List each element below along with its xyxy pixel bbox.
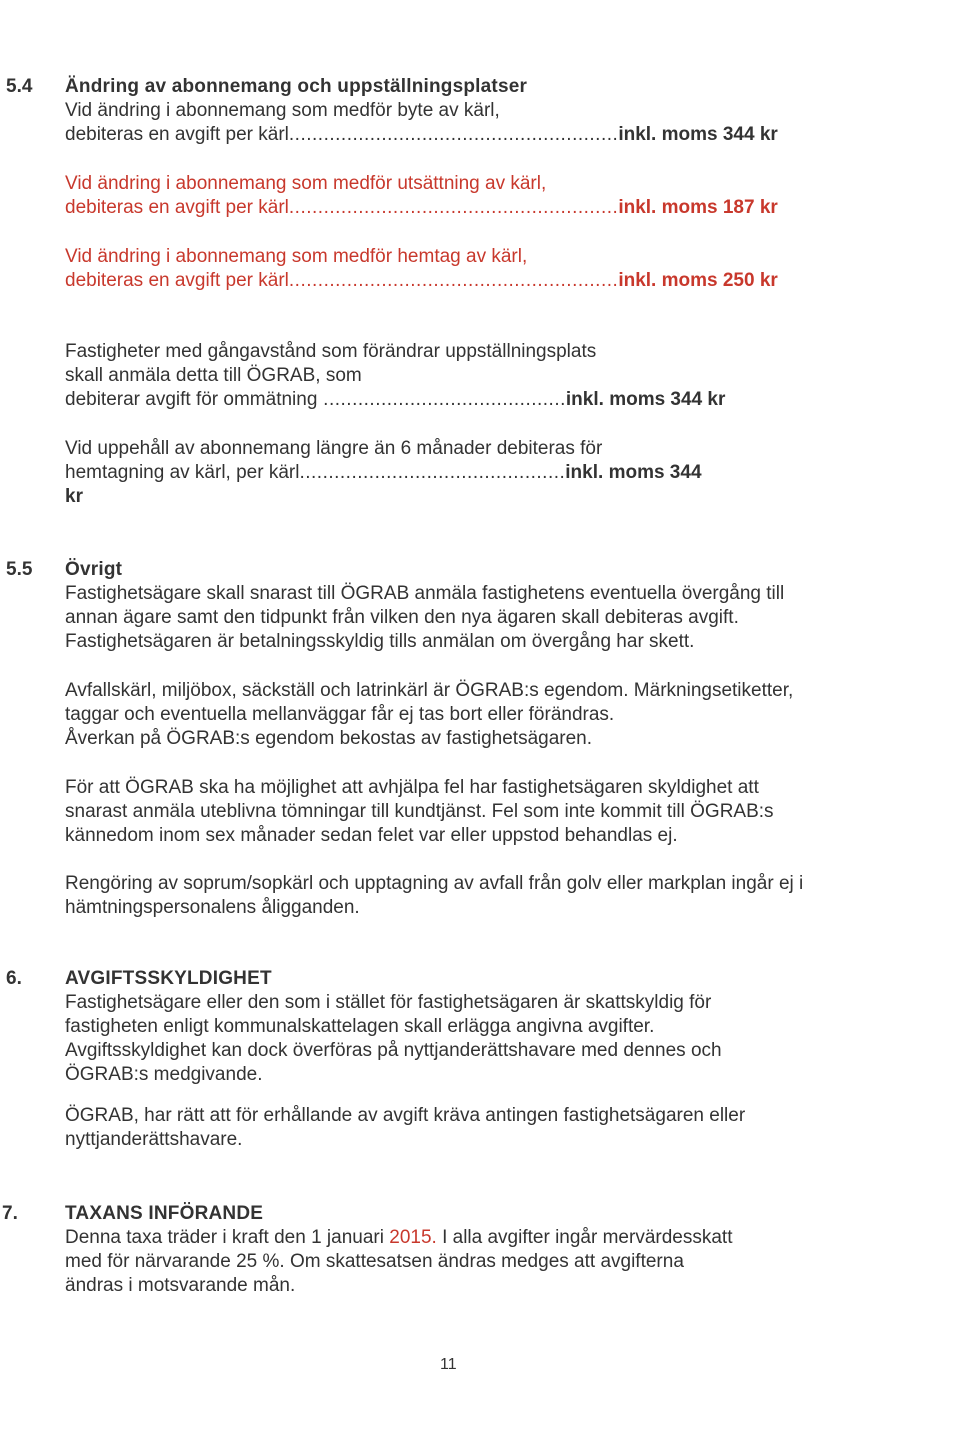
price-value: inkl. moms 250 kr: [618, 270, 778, 291]
price-line: [65, 196, 778, 220]
price-unit: kr: [65, 486, 83, 507]
section-title-7: TAXANS INFÖRANDE: [65, 1203, 264, 1224]
paragraph-line: Fastighetsägare eller den som i stället för fastighetsägaren är skattskyldig för: [65, 992, 712, 1013]
price-line: [65, 461, 702, 485]
dot-leader: .........................................................: [288, 124, 619, 145]
paragraph-line: Vid ändring i abonnemang som medför hemtag av kärl,: [65, 246, 528, 267]
price-value: inkl. moms 187 kr: [618, 197, 778, 218]
paragraph-line: taggar och eventuella mellanväggar får ej tas bort eller förändras.: [65, 704, 615, 725]
paragraph-line: Avfallskärl, miljöbox, säckställ och latrinkärl är ÖGRAB:s egendom. Märkningsetiketter,: [65, 680, 794, 701]
paragraph-line: Avgiftsskyldighet kan dock överföras på nyttjanderättshavare med dennes och: [65, 1040, 722, 1061]
paragraph-line: Vid uppehåll av abonnemang längre än 6 månader debiteras för: [65, 438, 603, 459]
dot-leader: .........................................................: [288, 270, 619, 291]
price-value: inkl. moms 344 kr: [565, 389, 726, 410]
price-value: inkl. moms 344 kr: [618, 124, 778, 145]
price-label: debiteras en avgift per kärl: [65, 124, 289, 145]
year-highlight: 2015.: [389, 1227, 437, 1248]
text-segment: Denna taxa träder i kraft den 1 januari: [65, 1227, 390, 1248]
paragraph-line: kännedom inom sex månader sedan felet var eller uppstod behandlas ej.: [65, 825, 678, 846]
paragraph-line: ÖGRAB:s medgivande.: [65, 1064, 263, 1085]
section-title-6: AVGIFTSSKYLDIGHET: [65, 968, 272, 989]
price-line: [65, 123, 778, 147]
paragraph-line: annan ägare samt den tidpunkt från vilken den nya ägaren skall debiteras avgift.: [65, 607, 739, 628]
section-number-6: 6.: [6, 968, 22, 989]
paragraph-line: med för närvarande 25 %. Om skattesatsen ändras medges att avgifterna: [65, 1251, 684, 1272]
dot-leader: .........................................................: [288, 197, 619, 218]
section-title-5-5: Övrigt: [65, 559, 123, 580]
paragraph-line: Åverkan på ÖGRAB:s egendom bekostas av fastighetsägaren.: [65, 728, 593, 749]
paragraph-line: nyttjanderättshavare.: [65, 1129, 243, 1150]
paragraph-line: hämtningspersonalens åligganden.: [65, 897, 360, 918]
dot-leader: ..........................................: [317, 389, 566, 410]
price-line: [65, 269, 778, 293]
paragraph-line: Vid ändring i abonnemang som medför byte av kärl,: [65, 100, 500, 121]
paragraph-line: Fastigheter med gångavstånd som förändrar uppställningsplats: [65, 341, 597, 362]
paragraph-line: Fastighetsägare skall snarast till ÖGRAB anmäla fastighetens eventuella övergång till: [65, 583, 785, 604]
price-line: [65, 388, 725, 412]
price-value: inkl. moms 344: [565, 462, 702, 483]
price-label: debiterar avgift för ommätning: [65, 389, 318, 410]
paragraph-line: Rengöring av soprum/sopkärl och upptagning av avfall från golv eller markplan ingår ej i: [65, 873, 804, 894]
paragraph-line: ÖGRAB, har rätt att för erhållande av avgift kräva antingen fastighetsägaren eller: [65, 1105, 746, 1126]
price-label: debiteras en avgift per kärl: [65, 270, 289, 291]
paragraph-line: ändras i motsvarande mån.: [65, 1275, 296, 1296]
section-number-5-5: 5.5: [6, 559, 33, 580]
dot-leader: ..............................................: [299, 462, 566, 483]
paragraph-line: Vid ändring i abonnemang som medför utsättning av kärl,: [65, 173, 547, 194]
section-title-5-4: Ändring av abonnemang och uppställningsplatser: [65, 76, 528, 97]
paragraph-line: fastigheten enligt kommunalskattelagen skall erlägga angivna avgifter.: [65, 1016, 655, 1037]
price-label: hemtagning av kärl, per kärl: [65, 462, 300, 483]
section-number-5-4: 5.4: [6, 76, 33, 97]
paragraph-line: [65, 1226, 732, 1250]
price-label: debiteras en avgift per kärl: [65, 197, 289, 218]
paragraph-line: Fastighetsägaren är betalningsskyldig tills anmälan om övergång har skett.: [65, 631, 695, 652]
section-number-7: 7.: [2, 1203, 18, 1224]
paragraph-line: För att ÖGRAB ska ha möjlighet att avhjälpa fel har fastighetsägaren skyldighet att: [65, 777, 759, 798]
page-number: 11: [440, 1356, 457, 1373]
paragraph-line: skall anmäla detta till ÖGRAB, som: [65, 365, 362, 386]
paragraph-line: snarast anmäla uteblivna tömningar till kundtjänst. Fel som inte kommit till ÖGRAB:s: [65, 801, 774, 822]
text-segment: I alla avgifter ingår mervärdesskatt: [436, 1227, 733, 1248]
